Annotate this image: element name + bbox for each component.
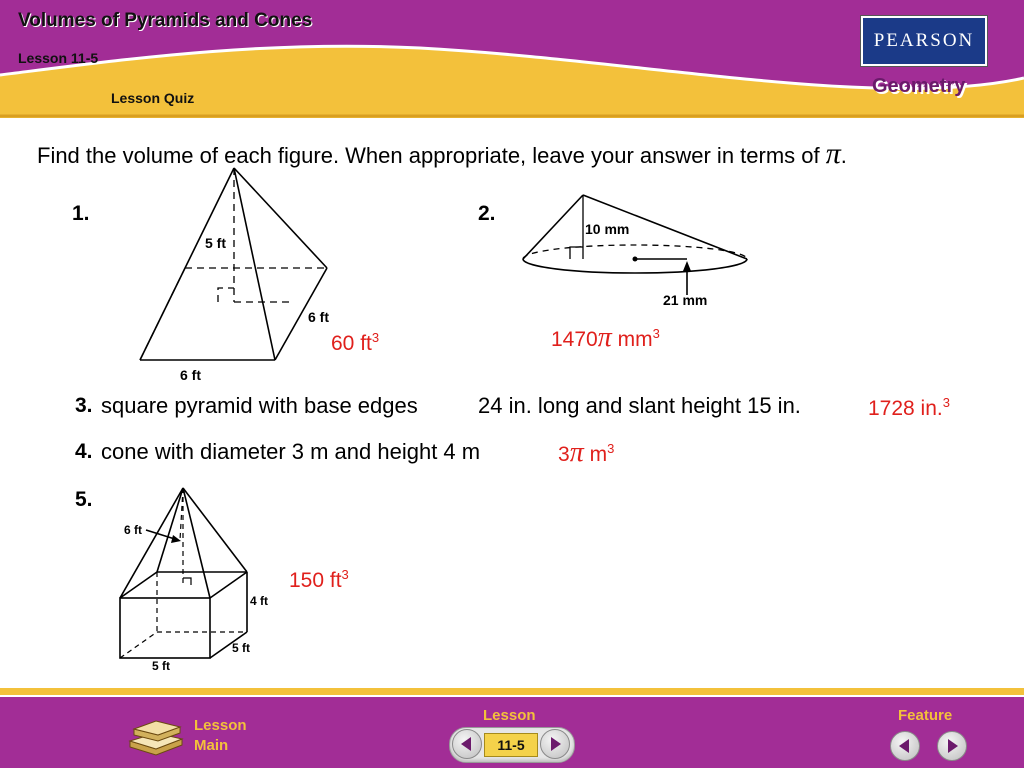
instructions-period: . [840,143,847,168]
arrow-right-icon [551,737,561,751]
lesson-quiz-label: Lesson Quiz [111,90,195,106]
problem-2-answer-unit: mm [617,328,653,351]
lesson-number: Lesson 11-5 [18,50,99,66]
header-banner [0,0,1024,118]
arrow-left-icon [899,739,909,753]
lesson-next-button[interactable] [540,729,570,759]
lesson-prev-button[interactable] [452,729,482,759]
problem-1-number: 1. [72,202,90,225]
lesson-nav-label: Lesson [483,707,536,724]
lesson-main-line2: Main [194,737,229,754]
prism-height-label: 4 ft [250,594,268,608]
problem-1-answer [331,330,379,356]
problem-4-answer [558,437,614,469]
pyramid-base-label: 6 ft [180,367,201,383]
problem-2-answer-prefix: 1470 [551,328,598,351]
problem-2-answer-pi: π [597,322,612,353]
arrow-left-icon [461,737,471,751]
problem-2-number: 2. [478,202,496,225]
problem-5-answer [289,567,349,593]
problem-3-text-b: 24 in. long and slant height 15 in. [478,393,801,418]
square-pyramid-figure [130,160,340,390]
problem-2-answer-exponent: 3 [652,326,660,341]
problem-2-answer [551,322,660,354]
problem-1-answer-value: 60 ft [331,332,372,355]
feature-prev-button[interactable] [890,731,920,761]
books-icon[interactable] [126,713,186,757]
course-label: Geometry [872,75,966,97]
prism-width-label: 5 ft [152,659,170,673]
problem-3-number: 3. [75,394,93,417]
pyramid-side-label: 6 ft [308,309,329,325]
lesson-main-line1: Lesson [194,717,247,734]
problem-3-answer [868,395,950,421]
cone-figure [515,185,755,310]
problem-4-text: cone with diameter 3 m and height 4 m [101,439,481,464]
prism-slant-label: 6 ft [124,523,142,537]
pi-symbol: π [825,137,841,170]
problem-5-answer-value: 150 ft [289,569,342,592]
problem-5-number: 5. [75,488,93,511]
problem-4-answer-unit: m [589,443,608,466]
pyramid-on-prism-figure [110,480,290,675]
feature-next-button[interactable] [937,731,967,761]
problem-4-answer-exponent: 3 [607,441,615,456]
cone-height-label: 10 mm [585,221,630,237]
problem-4-number: 4. [75,440,93,463]
problem-5-answer-exponent: 3 [341,567,349,582]
instructions-text: Find the volume of each figure. When appropriate, leave your answer in terms of [37,143,820,168]
feature-nav-label: Feature [898,707,953,724]
pyramid-height-label: 5 ft [205,235,226,251]
prism-depth-label: 5 ft [232,641,250,655]
lesson-main-link[interactable] [194,716,247,756]
problem-4-answer-pi: π [569,437,584,468]
lesson-title: Volumes of Pyramids and Cones [18,10,313,31]
pearson-logo: PEARSON [861,16,987,66]
arrow-right-icon [948,739,958,753]
problem-3-answer-exponent: 3 [942,395,950,410]
cone-radius-label: 21 mm [663,292,708,308]
problem-1-answer-exponent: 3 [371,330,380,345]
lesson-number-badge: 11-5 [484,733,538,757]
problem-4-answer-prefix: 3 [558,443,570,466]
problem-3-answer-value: 1728 in. [868,397,943,420]
problem-3-text-a: square pyramid with base edges [101,393,418,418]
